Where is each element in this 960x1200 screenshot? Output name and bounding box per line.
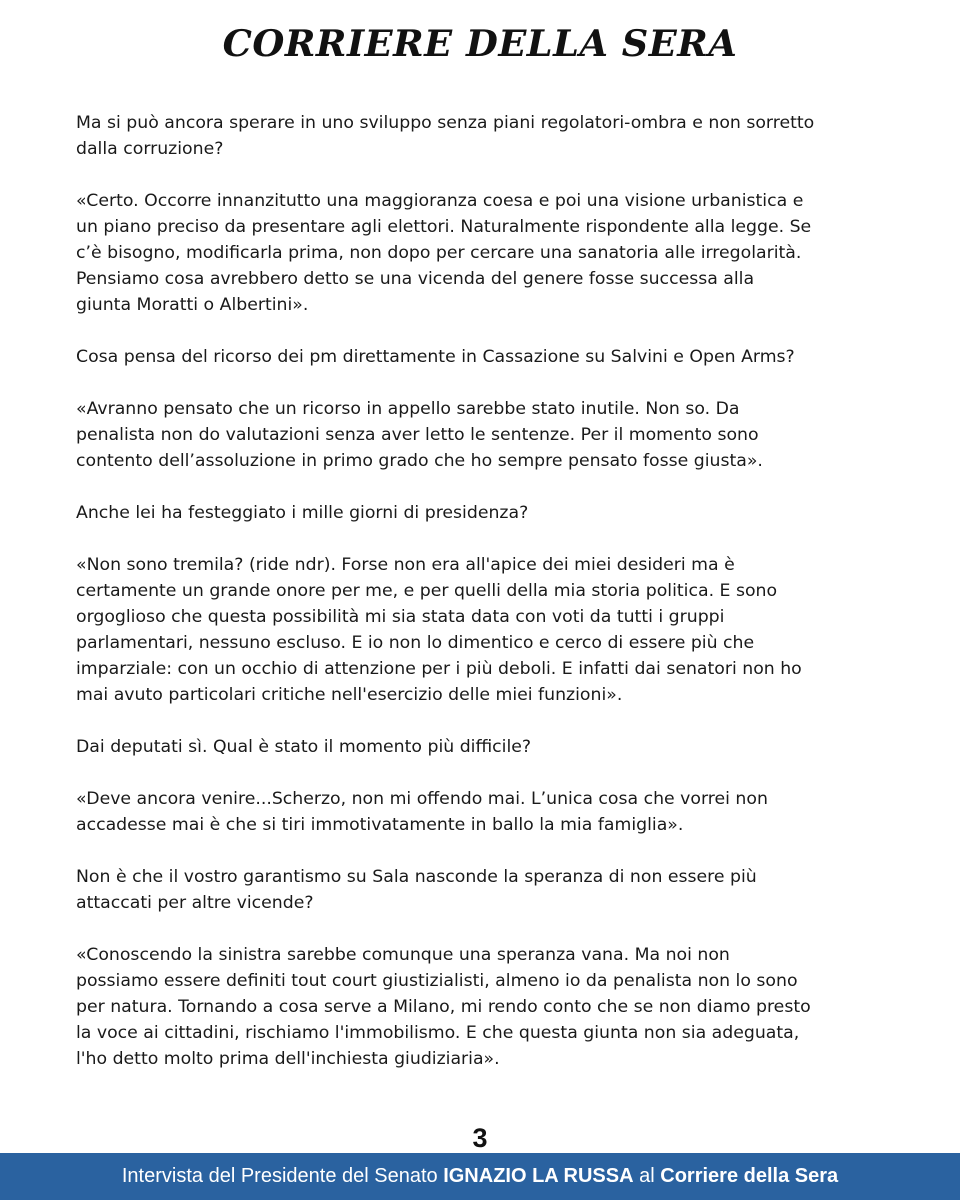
page-number: 3 (472, 1123, 488, 1153)
article-answer: «Conoscendo la sinistra sarebbe comunque una speranza vana. Ma noi non possiamo essere definiti tout court giustizialisti, almeno io da penalista non lo sono per natura. Tornando a cosa serve a Milano, mi rendo conto che se non diamo presto la voce ai cittadini, rischiamo l'immobilismo. E che questa giunta non sia adeguata, l'ho detto molto prima dell'inchiesta giudiziaria». (76, 945, 811, 1069)
article-question: Dai deputati sì. Qual è stato il momento più difficile? (76, 737, 532, 757)
article-question: Non è che il vostro garantismo su Sala nasconde la speranza di non essere più attaccati per altre vicende? (76, 867, 757, 913)
article-question: Ma si può ancora sperare in uno sviluppo senza piani regolatori-ombra e non sorretto dalla corruzione? (76, 113, 815, 159)
article-body (76, 110, 896, 1098)
newspaper-masthead: CORRIERE DELLA SERA (222, 23, 738, 65)
article-question: Anche lei ha festeggiato i mille giorni di presidenza? (76, 503, 529, 523)
article-answer: «Deve ancora venire...Scherzo, non mi offendo mai. L’unica cosa che vorrei non accadesse mai è che si tiri immotivatamente in ballo la mia famiglia». (76, 789, 768, 835)
article-answer: «Certo. Occorre innanzitutto una maggioranza coesa e poi una visione urbanistica e un piano preciso da presentare agli elettori. Naturalmente rispondente alla legge. Se c’è bisogno, modificarla prima, non dopo per cercare una sanatoria alle irregolarità. Pensiamo cosa avrebbero detto se una vicenda del genere fosse successa alla giunta Moratti o Albertini». (76, 191, 812, 315)
footer-outlet-name: Corriere della Sera (660, 1165, 839, 1187)
article-question: Cosa pensa del ricorso dei pm direttamente in Cassazione su Salvini e Open Arms? (76, 347, 795, 367)
footer-prefix: Intervista del Presidente del Senato (121, 1165, 444, 1187)
footer-interviewee-name: IGNAZIO LA RUSSA (443, 1165, 634, 1187)
article-answer: «Avranno pensato che un ricorso in appello sarebbe stato inutile. Non so. Da penalista non do valutazioni senza aver letto le sentenze. Per il momento sono contento dell’assoluzione in primo grado che ho sempre pensato fosse giusta». (76, 399, 763, 471)
footer-banner (0, 1153, 960, 1200)
footer-middle: al (633, 1165, 661, 1187)
article-answer: «Non sono tremila? (ride ndr). Forse non era all'apice dei miei desideri ma è certamente un grande onore per me, e per quelli della mia storia politica. E sono orgoglioso che questa possibilità mi sia stata data con voti da tutti i gruppi parlamentari, nessuno escluso. E io non lo dimentico e cerco di essere più che imparziale: con un occhio di attenzione per i più deboli. E infatti dai senatori non ho mai avuto particolari critiche nell'esercizio delle miei funzioni». (76, 555, 802, 705)
